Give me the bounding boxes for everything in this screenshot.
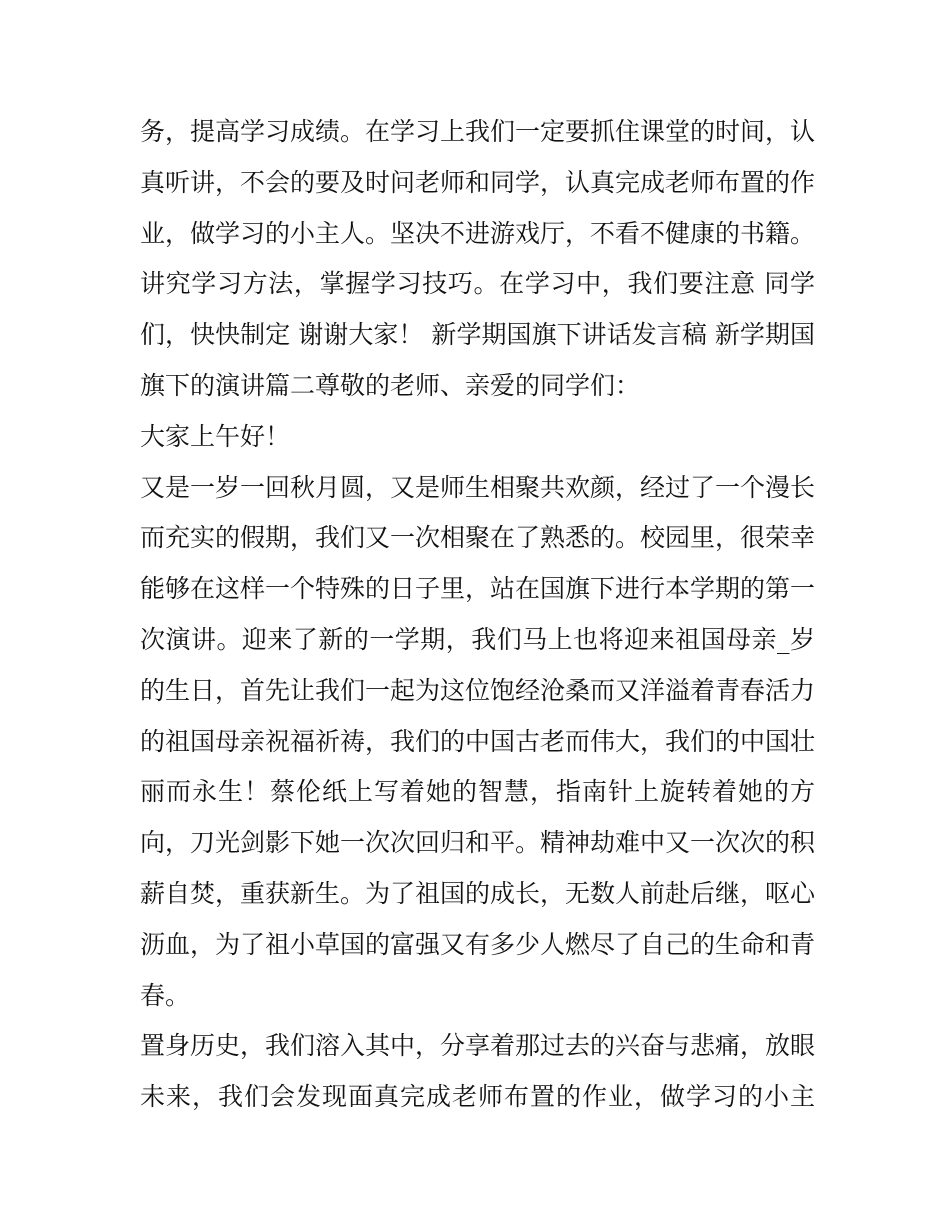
text-line: 业，做学习的小主人。坚决不进游戏厅，不看不健康的书籍。 (140, 218, 816, 248)
document-body (140, 107, 815, 1123)
text-line: 旗下的演讲篇二尊敬的老师、亲爱的同学们： (140, 370, 641, 400)
text-line: 又是一岁一回秋月圆，又是师生相聚共欢颜，经过了一个漫长 (140, 472, 816, 502)
text-line: 丽而永生！蔡伦纸上写着她的智慧，指南针上旋转着她的方 (140, 777, 815, 807)
text-line: 们，快快制定 谢谢大家！ 新学期国旗下讲话发言稿 新学期国 (140, 320, 815, 350)
text-line: 讲究学习方法，掌握学习技巧。在学习中，我们要注意 同学 (140, 269, 815, 299)
text-line: 薪自焚，重获新生。为了祖国的成长，无数人前赴后继，呕心 (140, 878, 816, 908)
text-line: 的生日，首先让我们一起为这位饱经沧桑而又洋溢着青春活力 (140, 675, 816, 705)
text-line: 未来，我们会发现面真完成老师布置的作业，做学习的小主 (140, 1082, 815, 1112)
text-line: 能够在这样一个特殊的日子里，站在国旗下进行本学期的第一 (140, 574, 816, 604)
text-line: 大家上午好！ (140, 421, 291, 451)
text-line: 务，提高学习成绩。在学习上我们一定要抓住课堂的时间，认 (140, 117, 816, 146)
text-line: 而充实的假期，我们又一次相聚在了熟悉的。校园里，很荣幸 (140, 523, 816, 553)
text-line: 的祖国母亲祝福祈祷，我们的中国古老而伟大，我们的中国壮 (140, 726, 816, 756)
text-line: 置身历史，我们溶入其中，分享着那过去的兴奋与悲痛，放眼 (140, 1031, 816, 1061)
text-line: 次演讲。迎来了新的一学期，我们马上也将迎来祖国母亲_岁 (140, 624, 815, 654)
text-line: 春。 (140, 980, 191, 1010)
text-line: 沥血，为了祖小草国的富强又有多少人燃尽了自己的生命和青 (140, 929, 816, 959)
text-line: 向，刀光剑影下她一次次回归和平。精神劫难中又一次次的积 (140, 828, 816, 858)
text-line: 真听讲，不会的要及时问老师和同学，认真完成老师布置的作 (140, 167, 816, 197)
